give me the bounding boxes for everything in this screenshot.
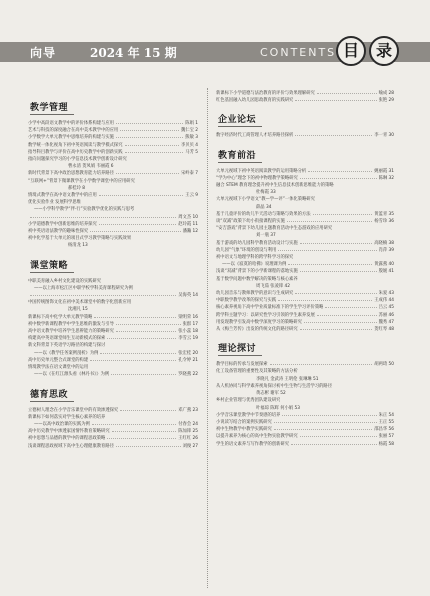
toc-entry-title: 幼儿园“气象”环境的创设与利用 [216,247,277,253]
left-column [28,92,198,450]
toc-author-line: 刘一瓶 37 [256,233,276,239]
toc-entry-title: 新文科背景下英语学习路径的构建与探讨 [28,343,106,349]
toc-entry-title: 幼儿园音乐与教师教学的意识与生成研究 [216,291,294,297]
toc-entry-author-page: 魏仁宝 2 [181,128,198,134]
toc-author-line: 李晓凡 金武涛 王明伦 张琳琳 51 [256,376,319,382]
toc-entry[interactable] [216,268,394,275]
toc-entry-title: 大单元视域下小学语文“教—学—评”一体化策略研究 [216,197,315,203]
toc-entry[interactable] [216,304,394,311]
toc-entry-title: ——以高中政治课的实践为例 [34,421,90,427]
toc-entry-author-page: 陈加锋 25 [178,429,198,435]
toc-entry-author-page: 高晓楠 38 [374,240,394,246]
toc-entry-author-page: 苏丽 46 [378,312,394,318]
toc-entry-title: “互联网+”背景下微课教学在小学数学课堂中的应用研究 [28,178,135,184]
section-title: 教育前沿 [218,148,262,163]
toc-entry-author-page: 贺红琴 48 [374,327,394,333]
toc-leader-dots [270,364,373,365]
toc-entry[interactable] [216,247,394,254]
toc-entry-title: 初中思想与品德的教学中的课程思政策略 [28,436,106,442]
toc-entry-author-page: 王正 55 [378,419,394,425]
toc-entry[interactable] [28,371,198,378]
toc-entry-title: 核心素养视角下高中学业质量标准下的学生学习评价策略 [216,305,324,311]
mulu-char-1: 目 [336,36,366,66]
toc-entry[interactable] [28,421,198,428]
toc-entry-title: 新课标下如何落实对学生核心素养的培养 [28,414,106,420]
toc-entry[interactable] [28,314,198,321]
toc-entry[interactable] [28,285,198,292]
section-title: 理论探讨 [218,341,262,356]
toc-leader-dots [116,324,181,325]
toc-entry-title: 小学音乐课堂教学中节奏感的培养 [216,412,281,418]
toc-entry[interactable] [216,225,394,232]
toc-leader-dots [295,293,376,294]
toc-entry-title: 跨学科主题学习：以研究性学习引领的学生素养发展 [216,312,315,318]
toc-entry-title: 数字经济时代工商管理人才培养路径探析 [216,133,294,139]
toc-entry-title: 从人机协同与科学素养视角探讨初中生生物与生活学习的路径 [216,383,333,389]
toc-leader-dots [274,429,372,430]
toc-entry-author-page: 宋岭泰 7 [181,171,198,177]
toc-entry-title: 乡村企业管理与优秀团队建设研究 [216,398,281,404]
toc-entry-author-page: 杨霞 58 [378,441,394,447]
toc-entry-author-page: 罗晓燕 22 [178,372,198,378]
toc-entry-title: 用发现教学引发高中数学深度学习的策略研究 [216,319,302,325]
toc-leader-dots [112,431,177,432]
toc-entry[interactable] [28,364,198,371]
toc-leader-dots [92,424,176,425]
toc-entry[interactable] [28,192,198,199]
toc-entry[interactable] [28,414,198,421]
toc-entry[interactable] [216,312,394,319]
toc-entry-title: 学生的语文素养与写作教学的创新研究 [216,441,290,447]
toc-entry-author-page: 张艳 29 [378,98,394,104]
toc-leader-dots [111,374,176,375]
toc-entry-title: 以提升素养为核心的高中生物实验教学研究 [216,434,298,440]
toc-entry-title: ——小学科学教学“伴·行”实验教学优化的实践与思考 [34,207,135,213]
toc-entry[interactable] [216,368,394,375]
toc-entry-title: 中职数学教学改革的探究与实践 [216,298,277,304]
toc-entry-title: 初中生物教学中教学实践研究 [216,427,272,433]
toc-entry[interactable] [216,383,394,390]
toc-entry[interactable] [28,120,198,127]
toc-entry-author-page: 熊敏 3 [185,135,198,141]
toc-entry[interactable] [216,297,394,304]
toc-entry-author-page: 肖萍 39 [378,247,394,253]
toc-entry-title: 中国传统图饰文化在初中美术课堂中的数字化创新应用 [28,300,132,306]
toc-entry[interactable] [28,149,198,156]
toc-entry-title: 从《梅兰芳传》出发的传统文化的路径研究 [216,327,298,333]
toc-entry[interactable] [28,342,198,349]
toc-entry-title: 基于儿童评价的幼儿半天活动与策略与效果的方法 [216,211,311,217]
toc-entry-title: 大单元视域下初中英语阅读教学的运用策略分析 [216,168,307,174]
toc-leader-dots [94,317,176,318]
toc-leader-dots [278,300,372,301]
toc-entry[interactable] [28,435,198,442]
toc-entry-title: 新时代背景下高中政治思想教育能力培养路径 [28,171,114,177]
toc-entry[interactable] [28,235,198,242]
toc-entry-title: 基于游戏的幼儿园科学教育活动设计与实施 [216,240,298,246]
toc-entry-title: 浅谈课程思政视域下高中生心理健康教育路径 [28,443,114,449]
toc-entry-author-page: 赵玲霞 11 [178,221,198,227]
toc-entry-title: 新课标下高中化学大单元教学策略 [28,314,93,320]
toc-entry[interactable] [216,196,394,203]
journal-name: 向导 [30,46,57,60]
toc-leader-dots [278,250,376,251]
toc-entry-title: 红色基因融入幼儿园思政教育的实践研究 [216,98,294,104]
section-title: 德育思政 [30,387,74,402]
toc-author-line: 周飞茹 张凌锋 42 [256,283,290,289]
column-divider [207,88,208,588]
toc-entry[interactable] [28,156,198,163]
toc-entry-title: 艺术与科技的深度融合在高中美术教学中的应用 [28,128,119,134]
toc-entry-title: 高中历史教学中渗透家国情怀教育策略研究 [28,429,110,435]
toc-leader-dots [125,145,179,146]
toc-author-line: 郝桂玲 8 [68,185,85,191]
toc-entry[interactable] [28,206,198,213]
toc-entry-author-page: 姚丽霞 31 [374,168,394,174]
toc-leader-dots [300,243,373,244]
toc-entry-title: 初中英语语法教学的趣味性探究 [28,229,89,235]
toc-entry-title: ——以《寂寞的哈佛》说理课为例 [222,262,287,268]
toc-entry[interactable] [216,175,394,182]
toc-entry-author-page: 黄露燕 40 [374,262,394,268]
toc-entry-title: “安吉游戏”背景下幼儿园主题教育活动中生态游戏的应用研究 [216,226,333,232]
toc-entry-author-page: 黄蓝青 35 [374,211,394,217]
toc-author-line: 沈湘凡 15 [68,307,88,313]
toc-entry-title: 小学数学大单元教学中思维培养的构建与实施 [28,135,114,141]
toc-entry-title: 教学目标的传承与发展探索 [216,362,268,368]
toc-entry-author-page: 喻成 28 [378,91,394,96]
toc-entry[interactable] [28,214,198,221]
toc-leader-dots [291,444,377,445]
toc-leader-dots [300,436,377,437]
toc-entry[interactable] [216,361,394,368]
toc-entry[interactable] [216,168,394,175]
toc-entry[interactable] [216,319,394,326]
toc-entry[interactable] [216,419,394,426]
toc-entry[interactable] [28,350,198,357]
toc-entry[interactable] [216,426,394,433]
toc-entry-title: 谈“双减”政策下幼小衔接课程的实施 [216,219,285,225]
toc-entry-author-page: 张宏桂 20 [178,350,198,356]
toc-entry-author-page: 付春会 24 [178,421,198,427]
toc-entry-author-page: 胡两琦 50 [374,362,394,368]
toc-entry[interactable] [216,182,394,189]
toc-entry-title: 优化实验作业 发展科学思维 [28,200,81,206]
toc-leader-dots [295,135,372,136]
toc-entry-author-page: 王云 9 [185,193,198,199]
toc-entry-author-page: 王成伟 44 [374,298,394,304]
toc-entry-title: 数学统一体化视角下初中英语阅读与教学模式探究 [28,142,123,148]
toc-leader-dots [107,438,176,439]
toc-author-line: 叶福琼 陈辉 何小娟 53 [256,405,300,411]
section-title: 企业论坛 [218,112,262,127]
toc-leader-dots [317,93,377,94]
toc-entry-title: 指向问题探究学习的小学信息技术教学创新设计研究 [28,157,127,163]
toc-entry[interactable] [28,178,198,185]
toc-leader-dots [300,329,373,330]
toc-leader-dots [116,137,183,138]
toc-entry-author-page: 潘瀚 12 [182,229,198,235]
section-title: 教学管理 [30,100,74,115]
toc-entry[interactable] [216,132,394,139]
toc-entry-author-page: 马芳 5 [185,149,198,155]
toc-entry-title: 化工设备管理的重要性及其策略的方法分析 [216,369,298,375]
toc-entry-author-page: 殷媛 41 [378,269,394,275]
toc-entry[interactable] [216,290,394,297]
toc-leader-dots [107,338,176,339]
toc-leader-dots [295,100,376,101]
toc-leader-dots [116,123,183,124]
toc-leader-dots [274,422,377,423]
toc-entry[interactable] [28,221,198,228]
right-column [216,90,394,448]
toc-leader-dots [116,331,176,332]
toc-entry[interactable] [216,97,394,104]
toc-leader-dots [308,171,372,172]
toc-entry[interactable] [28,299,198,306]
toc-entry-author-page: 吕云 45 [378,305,394,311]
toc-entry-author-page: 梁明荣 16 [178,314,198,320]
toc-entry-author-page: 刘俊 27 [182,443,198,449]
toc-entry-author-page: 朱正 54 [378,412,394,418]
toc-author-line: 杜梅霞 33 [256,190,276,196]
toc-entry-author-page: 朱爱 43 [378,291,394,297]
toc-entry-author-page: 吴海英 14 [178,293,198,299]
toc-entry-title: 初中化学基于大单元的项目式学习教学策略与实践效果 [28,236,132,242]
toc-leader-dots [120,130,179,131]
toc-entry-title: 构建高中英语课堂师生互动新模式的探索 [28,336,106,342]
toc-entry-author-page: 周文杰 10 [178,214,198,220]
toc-author-line: 杨清龙 13 [68,243,88,249]
toc-entry[interactable] [28,335,198,342]
toc-author-line: 薛晶 34 [256,204,272,210]
toc-leader-dots [282,415,376,416]
toc-entry[interactable] [216,211,394,218]
section-title: 课堂策略 [30,258,74,273]
toc-entry-title: 小学道德教学中创新思维的培养探究 [28,221,97,227]
toc-entry[interactable] [28,428,198,435]
toc-entry-title: ——以上海市松江区中职学校学科美育课程研究为例 [34,285,133,291]
toc-leader-dots [325,307,376,308]
toc-leader-dots [300,271,377,272]
toc-entry[interactable] [28,199,198,206]
toc-entry-author-page: 杨雪珍 36 [374,219,394,225]
toc-entry-author-page: 张丽 57 [378,434,394,440]
mulu-badge [336,36,399,66]
toc-entry-title: 融合 STEM 教育理念提升初中生信息技术创新思维能力的策略 [216,183,334,189]
toc-entry-title: 高中语文教学中培养学生思辨能力的策略研究 [28,329,114,335]
toc-entry[interactable] [28,170,198,177]
toc-entry[interactable] [28,292,198,299]
toc-leader-dots [300,178,377,179]
toc-entry-author-page: 魏秀 47 [378,319,394,325]
toc-entry[interactable] [28,407,198,414]
toc-entry-title: 情境教学法在语文课堂中的运用 [28,365,89,371]
toc-leader-dots [90,360,176,361]
toc-entry-title: 初中语文与地理学科的跨学科学习的探究 [216,255,294,261]
toc-leader-dots [125,152,184,153]
toc-entry[interactable] [28,142,198,149]
toc-entry-author-page: 孔令婷 21 [178,357,198,363]
mulu-char-2: 录 [369,36,399,66]
toc-leader-dots [30,295,176,296]
toc-entry[interactable] [216,433,394,440]
toc-author-line: 曹永清 贺凤娟 韦丽霞 6 [68,164,114,170]
toc-entry-author-page: 李贝贝 4 [181,142,198,148]
toc-leader-dots [304,322,377,323]
toc-leader-dots [30,217,176,218]
toc-entry[interactable] [216,276,394,283]
toc-leader-dots [288,264,372,265]
toc-entry-title: 浅谈“双减”背景下的小学新课程的落地实施 [216,269,298,275]
toc-entry[interactable] [216,412,394,419]
toc-entry-author-page: 李雪云 19 [178,336,198,342]
toc-entry-author-page: 张群 17 [182,321,198,327]
toc-entry[interactable] [28,357,198,364]
toc-entry[interactable] [28,228,198,235]
toc-entry[interactable] [216,240,394,247]
toc-entry-author-page: 邵昌华 56 [374,427,394,433]
toc-entry[interactable] [216,90,394,97]
toc-entry-author-page: 张小蕊 18 [178,329,198,335]
toc-entry[interactable] [28,328,198,335]
toc-entry[interactable] [28,321,198,328]
toc-entry[interactable] [28,278,198,285]
toc-entry[interactable] [28,127,198,134]
toc-entry-author-page: 邓广燕 23 [178,407,198,413]
toc-leader-dots [116,173,179,174]
contents-label: CONTENTS [260,46,337,59]
toc-entry-title: 小说读写结合的案例实践研究 [216,419,272,425]
toc-entry-title: 指导科目教学与评价在高中历史教学中的创新实践 [28,149,123,155]
toc-leader-dots [287,221,372,222]
toc-entry[interactable] [216,441,394,448]
toc-entry-title: “学为中心”理念下的初中物理教学策略研究 [216,175,298,181]
toc-entry-author-page: 李一青 30 [374,133,394,139]
toc-entry-title: 初中数学新课程教学中学生思维的激发与引导 [28,321,114,327]
toc-entry[interactable] [216,326,394,333]
toc-entry-title: ——以《教学任务案例剖析》为例 [34,350,99,356]
toc-entry-title: 中职美育融入乡村文化建设的实践研究 [28,278,102,284]
toc-entry-author-page: 王红红 26 [178,436,198,442]
toc-entry[interactable] [216,261,394,268]
toc-entry[interactable] [28,134,198,141]
toc-entry[interactable] [216,218,394,225]
toc-entry[interactable] [216,397,394,404]
toc-entry-title: ——以《在红江源头看《林丹书》》为例 [34,372,110,378]
toc-entry-title: 高中历史单元整合式课堂的构建 [28,357,89,363]
toc-leader-dots [100,353,176,354]
toc-entry-title: 立德树人理念在小学音乐课堂中的有效渗透探究 [28,407,119,413]
toc-entry-title: 新课标下小学道德与法治教育的评价与效果理解研究 [216,91,315,96]
toc-author-line: 黄志彬 谢军 52 [256,391,286,397]
toc-entry-author-page: 陈娟 1 [185,121,198,126]
toc-leader-dots [317,315,377,316]
toc-leader-dots [313,214,373,215]
toc-entry-title: 基于数学问题中数学解决的策略与核心素养 [216,276,298,282]
issue-label: 2024 年 15 期 [90,46,177,60]
toc-entry-title: 小学中高段语文教学中的评价体系构建与应用 [28,121,114,126]
toc-entry-author-page: 陈琳 32 [378,175,394,181]
toc-entry-title: 情境式教学在高中语文教学中的应用 [28,193,97,199]
toc-leader-dots [90,231,180,232]
toc-entry[interactable] [28,443,198,450]
toc-leader-dots [116,446,181,447]
toc-leader-dots [120,410,176,411]
toc-entry[interactable] [216,254,394,261]
toc-leader-dots [99,224,177,225]
toc-leader-dots [99,195,184,196]
